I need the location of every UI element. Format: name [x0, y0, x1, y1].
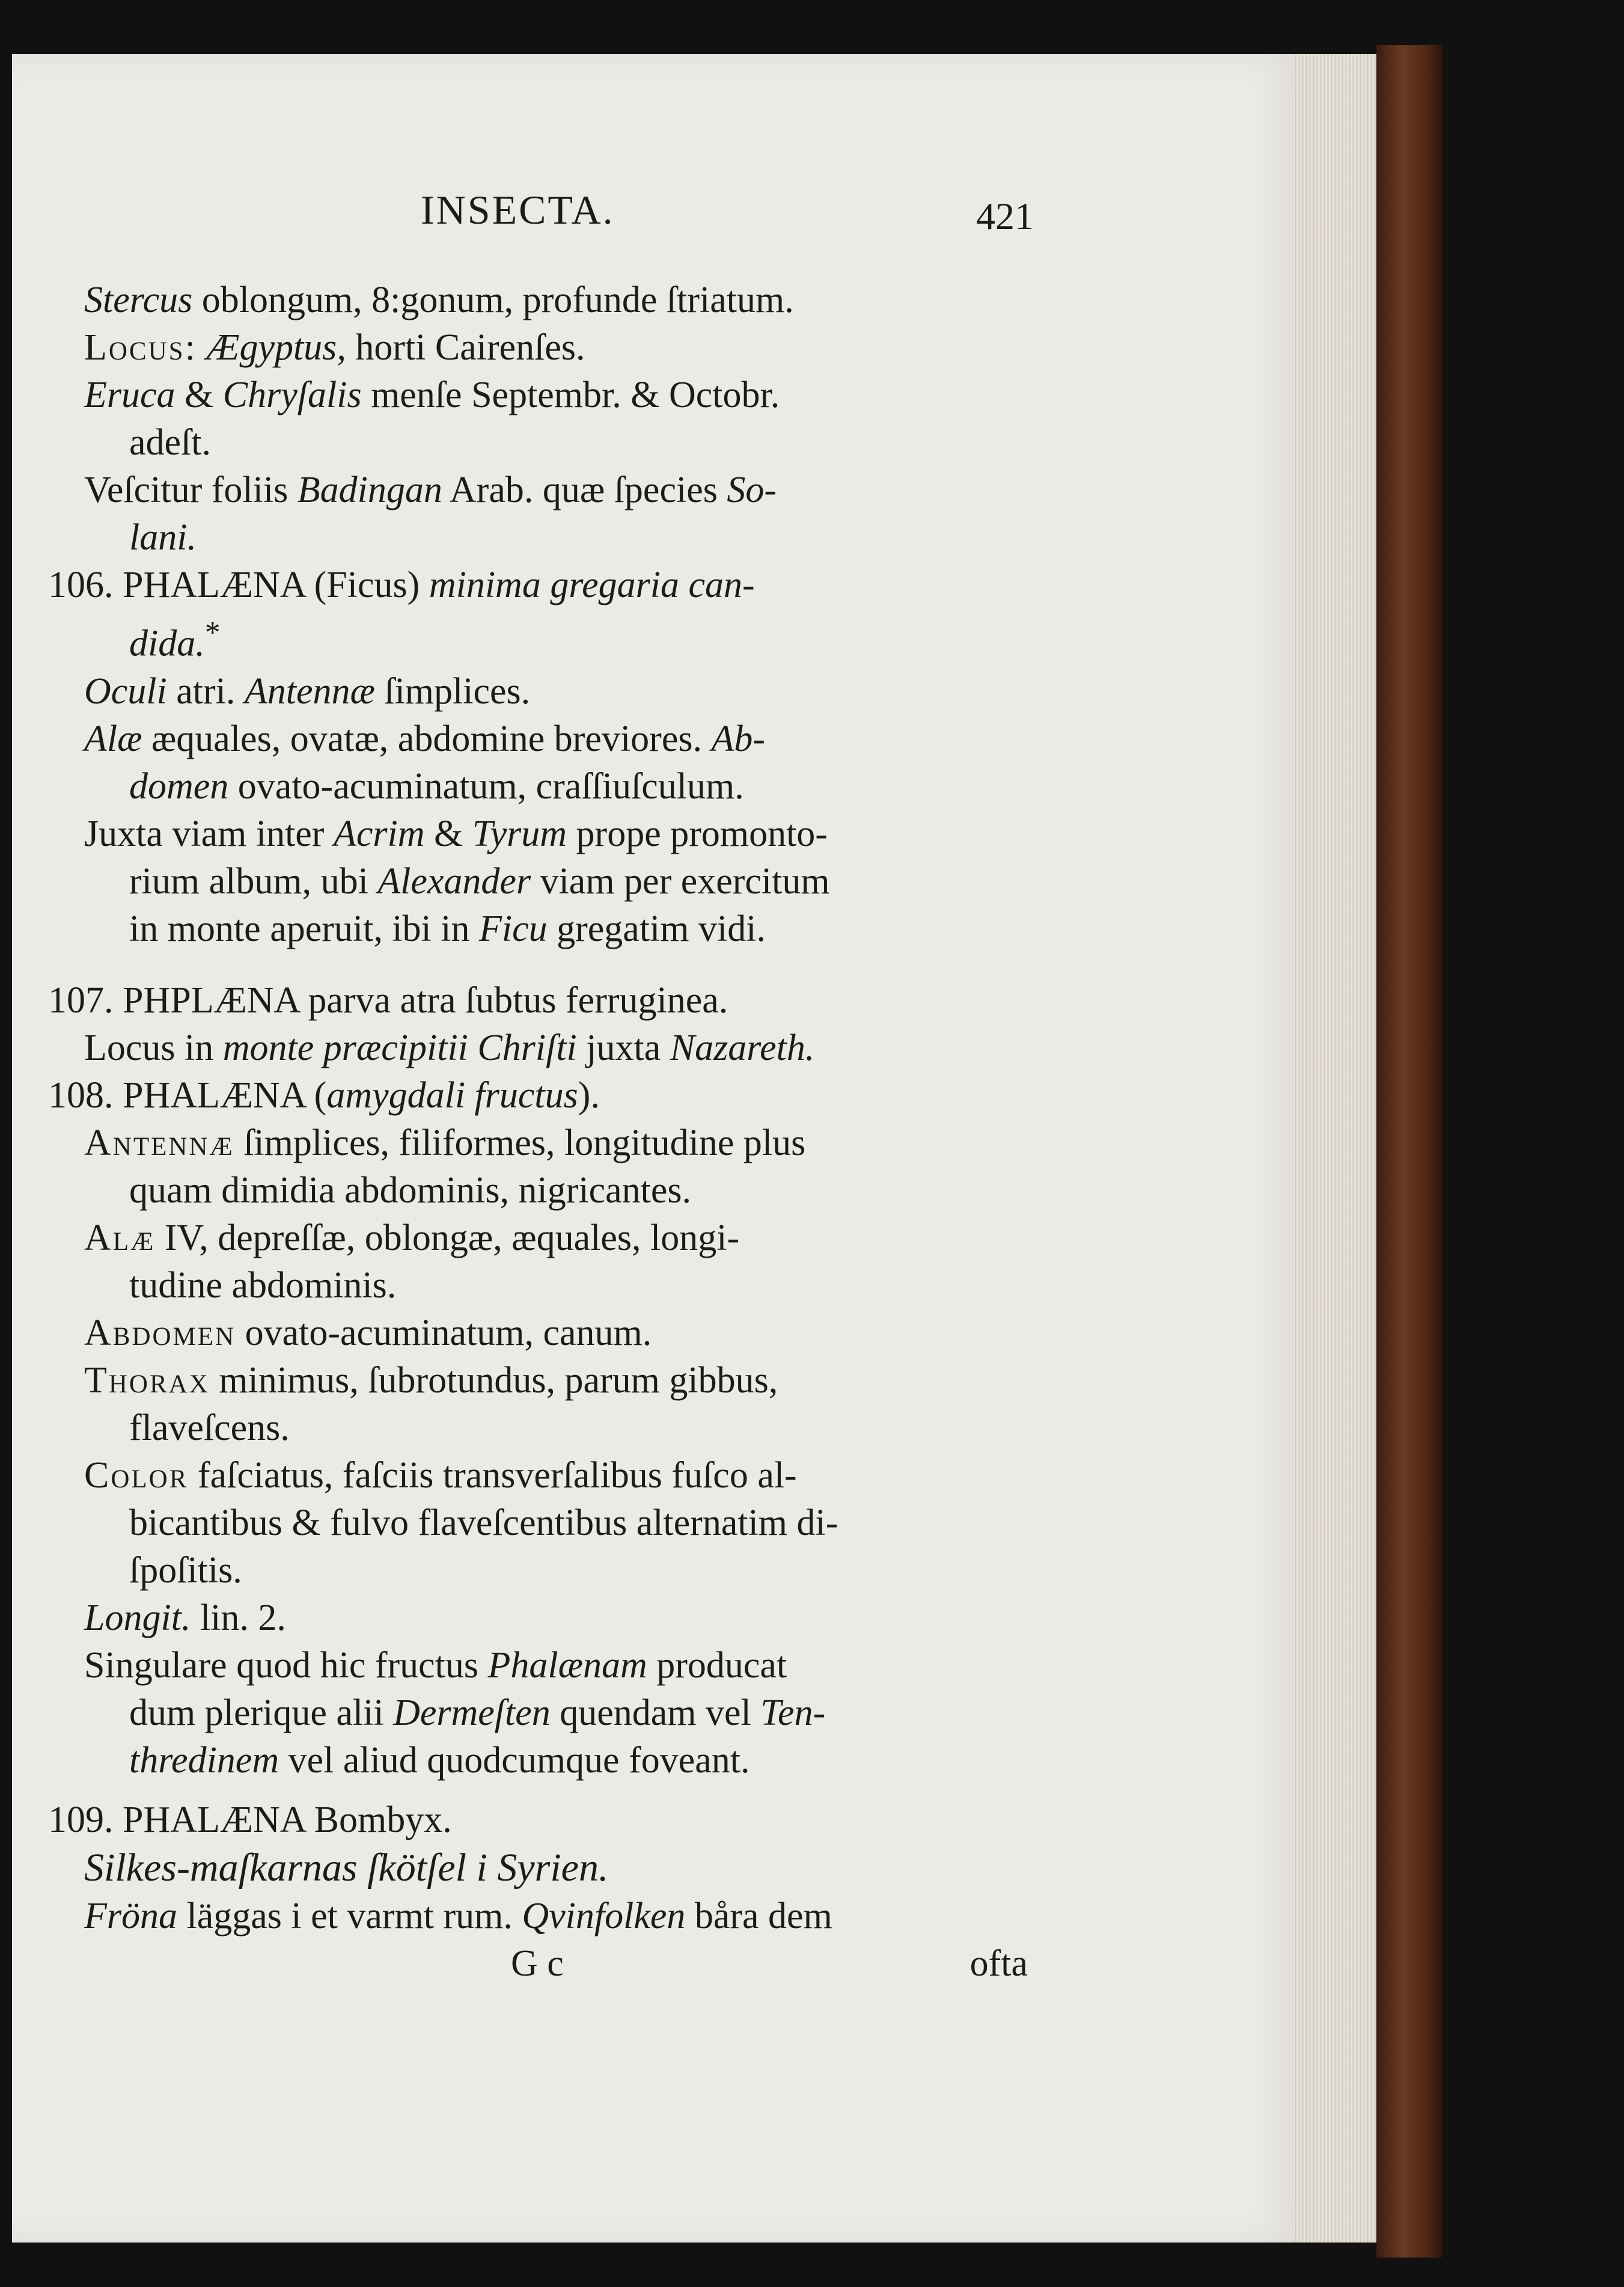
text-run: & [424, 813, 472, 854]
text-line [84, 1024, 1034, 1072]
text-line [84, 715, 1034, 763]
text-run: Qvinfolken [522, 1895, 686, 1936]
text-run: Antennæ [244, 670, 375, 712]
text-run: bicantibus & fulvo flaveſcentibus alternatim di- [129, 1502, 838, 1543]
text-run: viam per exercitum [531, 860, 830, 902]
text-run: Alæ [84, 1217, 156, 1258]
text-run: Badingan [297, 470, 442, 510]
text-run: thredinem [129, 1739, 279, 1781]
text-run: ſpoſitis. [129, 1549, 242, 1591]
text-run: Eruca [84, 375, 176, 415]
text-line [84, 1642, 1034, 1689]
text-run: Silkes-maſkarnas ſkötſel i Syrien. [84, 1845, 609, 1890]
text-line [84, 1893, 1034, 1940]
text-run: juxta [576, 1027, 670, 1068]
page-edges [1292, 54, 1376, 2243]
text-run: Abdomen [84, 1312, 236, 1353]
text-run: Ægyptus, [197, 327, 346, 368]
text-line [84, 514, 1034, 562]
section-gap [84, 1784, 1034, 1796]
text-run: ovato-acuminatum, canum. [236, 1312, 652, 1353]
text-line [48, 1072, 1034, 1119]
section-gap [84, 953, 1034, 977]
text-run: quendam vel [550, 1692, 761, 1733]
text-run: Oculi [84, 670, 167, 712]
text-line [84, 858, 1034, 905]
text-run: Singulare quod hic fructus [84, 1644, 488, 1686]
text-run: läggas i et varmt rum. [177, 1895, 522, 1936]
text-run: Chryſalis [222, 375, 362, 415]
text-run: vel aliud quodcumque foveant. [279, 1739, 750, 1781]
signature-mark: G c [511, 1943, 564, 1984]
text-line [84, 1214, 1034, 1262]
text-line [84, 1262, 1034, 1309]
text-run: ovato-acuminatum, craſſiuſculum. [228, 765, 744, 807]
text-line [84, 609, 1034, 668]
text-run: in monte aperuit, ibi in [129, 908, 480, 949]
text-line [84, 467, 1034, 514]
book-cover-edge [1376, 45, 1442, 2258]
text-run: Antennæ [84, 1122, 234, 1163]
text-line [84, 1404, 1034, 1452]
text-run: Alexander [377, 860, 531, 902]
text-line [84, 324, 1034, 372]
text-run: rium album, ubi [129, 860, 378, 902]
text-run: Longit. [84, 1597, 191, 1638]
text-run: Ficu [479, 908, 548, 949]
text-run: Ab- [711, 718, 765, 759]
text-run: * [204, 616, 221, 650]
text-line [84, 1689, 1034, 1737]
text-run: lin. 2. [191, 1597, 286, 1638]
text-run: Locus: [84, 327, 197, 368]
text-line [48, 562, 1034, 609]
text-run: ſimplices. [374, 670, 531, 712]
text-line [48, 977, 1034, 1024]
text-line [84, 810, 1034, 858]
text-run: menſe Septembr. & Octobr. [361, 375, 780, 415]
page-header [84, 186, 1034, 277]
text-line [84, 1357, 1034, 1404]
text-line [84, 372, 1034, 419]
text-run: 106. PHALÆNA (Ficus) [48, 565, 429, 605]
catchword: ofta [969, 1943, 1028, 1984]
text-line [84, 1452, 1034, 1499]
text-run: dum plerique alii [129, 1692, 394, 1733]
text-run: horti Cairenſes. [346, 327, 585, 368]
text-run: lani. [129, 517, 197, 558]
text-run: Dermeſten [393, 1692, 551, 1733]
text-run: Acrim [333, 813, 425, 854]
text-run: Color [84, 1454, 189, 1496]
text-run: æquales, ovatæ, abdomine breviores. [142, 718, 712, 759]
text-run: So- [727, 470, 777, 510]
text-line [84, 1844, 1034, 1893]
text-run: quam dimidia abdominis, nigricantes. [129, 1169, 691, 1211]
text-run: oblongum, 8:gonum, profunde ſtriatum. [192, 280, 794, 320]
page-footer [84, 1940, 1034, 1988]
text-run: amygdali fructus [326, 1074, 578, 1116]
text-run: flaveſcens. [129, 1407, 290, 1448]
text-line [84, 763, 1034, 810]
text-run: gregatim vidi. [547, 908, 766, 949]
text-run: Nazareth. [670, 1027, 815, 1068]
text-run: 109. PHALÆNA Bombyx. [48, 1799, 452, 1840]
text-run: atri. [166, 670, 245, 712]
text-run: minimus, ſubrotundus, parum gibbus, [209, 1359, 778, 1401]
text-run: Fröna [84, 1895, 177, 1936]
text-run: Juxta viam inter [84, 813, 334, 854]
text-run: Locus in [84, 1027, 223, 1068]
text-run: 107. PHPLÆNA parva atra ſubtus ferruginea. [48, 979, 728, 1021]
text-line [48, 1796, 1034, 1844]
text-run: minima gregaria can- [429, 565, 755, 605]
text-line [84, 1499, 1034, 1547]
text-run: Ten- [760, 1692, 826, 1733]
text-line [84, 1309, 1034, 1357]
text-line [84, 668, 1034, 715]
text-run: Arab. quæ ſpecies [442, 470, 727, 510]
text-run: faſciatus, faſciis transverſalibus fuſco al- [188, 1454, 797, 1496]
text-run: & [175, 375, 223, 415]
text-run: Veſcitur foliis [84, 470, 298, 510]
text-run: ſimplices, filiformes, longitudine plus [234, 1122, 806, 1163]
text-line [84, 1119, 1034, 1167]
running-title: INSECTA. [421, 187, 615, 233]
text-run: dida. [129, 623, 205, 664]
text-run: Stercus [84, 280, 193, 320]
text-run: monte præcipitii Chriſti [222, 1027, 577, 1068]
text-line [84, 419, 1034, 467]
text-run: Thorax [84, 1359, 210, 1401]
text-run: adeſt. [129, 422, 211, 463]
text-run: 108. PHALÆNA ( [48, 1074, 327, 1116]
text-run: ). [578, 1074, 600, 1116]
text-run: tudine abdominis. [129, 1264, 397, 1306]
text-run: Alæ [84, 718, 142, 759]
text-run: Tyrum [472, 813, 567, 854]
text-run: IV, depreſſæ, oblongæ, æquales, longi- [155, 1217, 740, 1258]
text-line [84, 277, 1034, 324]
page-number: 421 [976, 195, 1034, 237]
text-line [84, 1594, 1034, 1642]
text-run: domen [129, 765, 229, 807]
text-line [84, 1737, 1034, 1784]
page-text-block [48, 174, 1034, 1988]
text-run: båra dem [685, 1895, 832, 1936]
text-run: prope promonto- [567, 813, 828, 854]
text-line [84, 1167, 1034, 1214]
text-run: producat [647, 1644, 787, 1686]
text-line [84, 1547, 1034, 1594]
text-run: Phalænam [487, 1644, 647, 1686]
text-line [84, 905, 1034, 953]
